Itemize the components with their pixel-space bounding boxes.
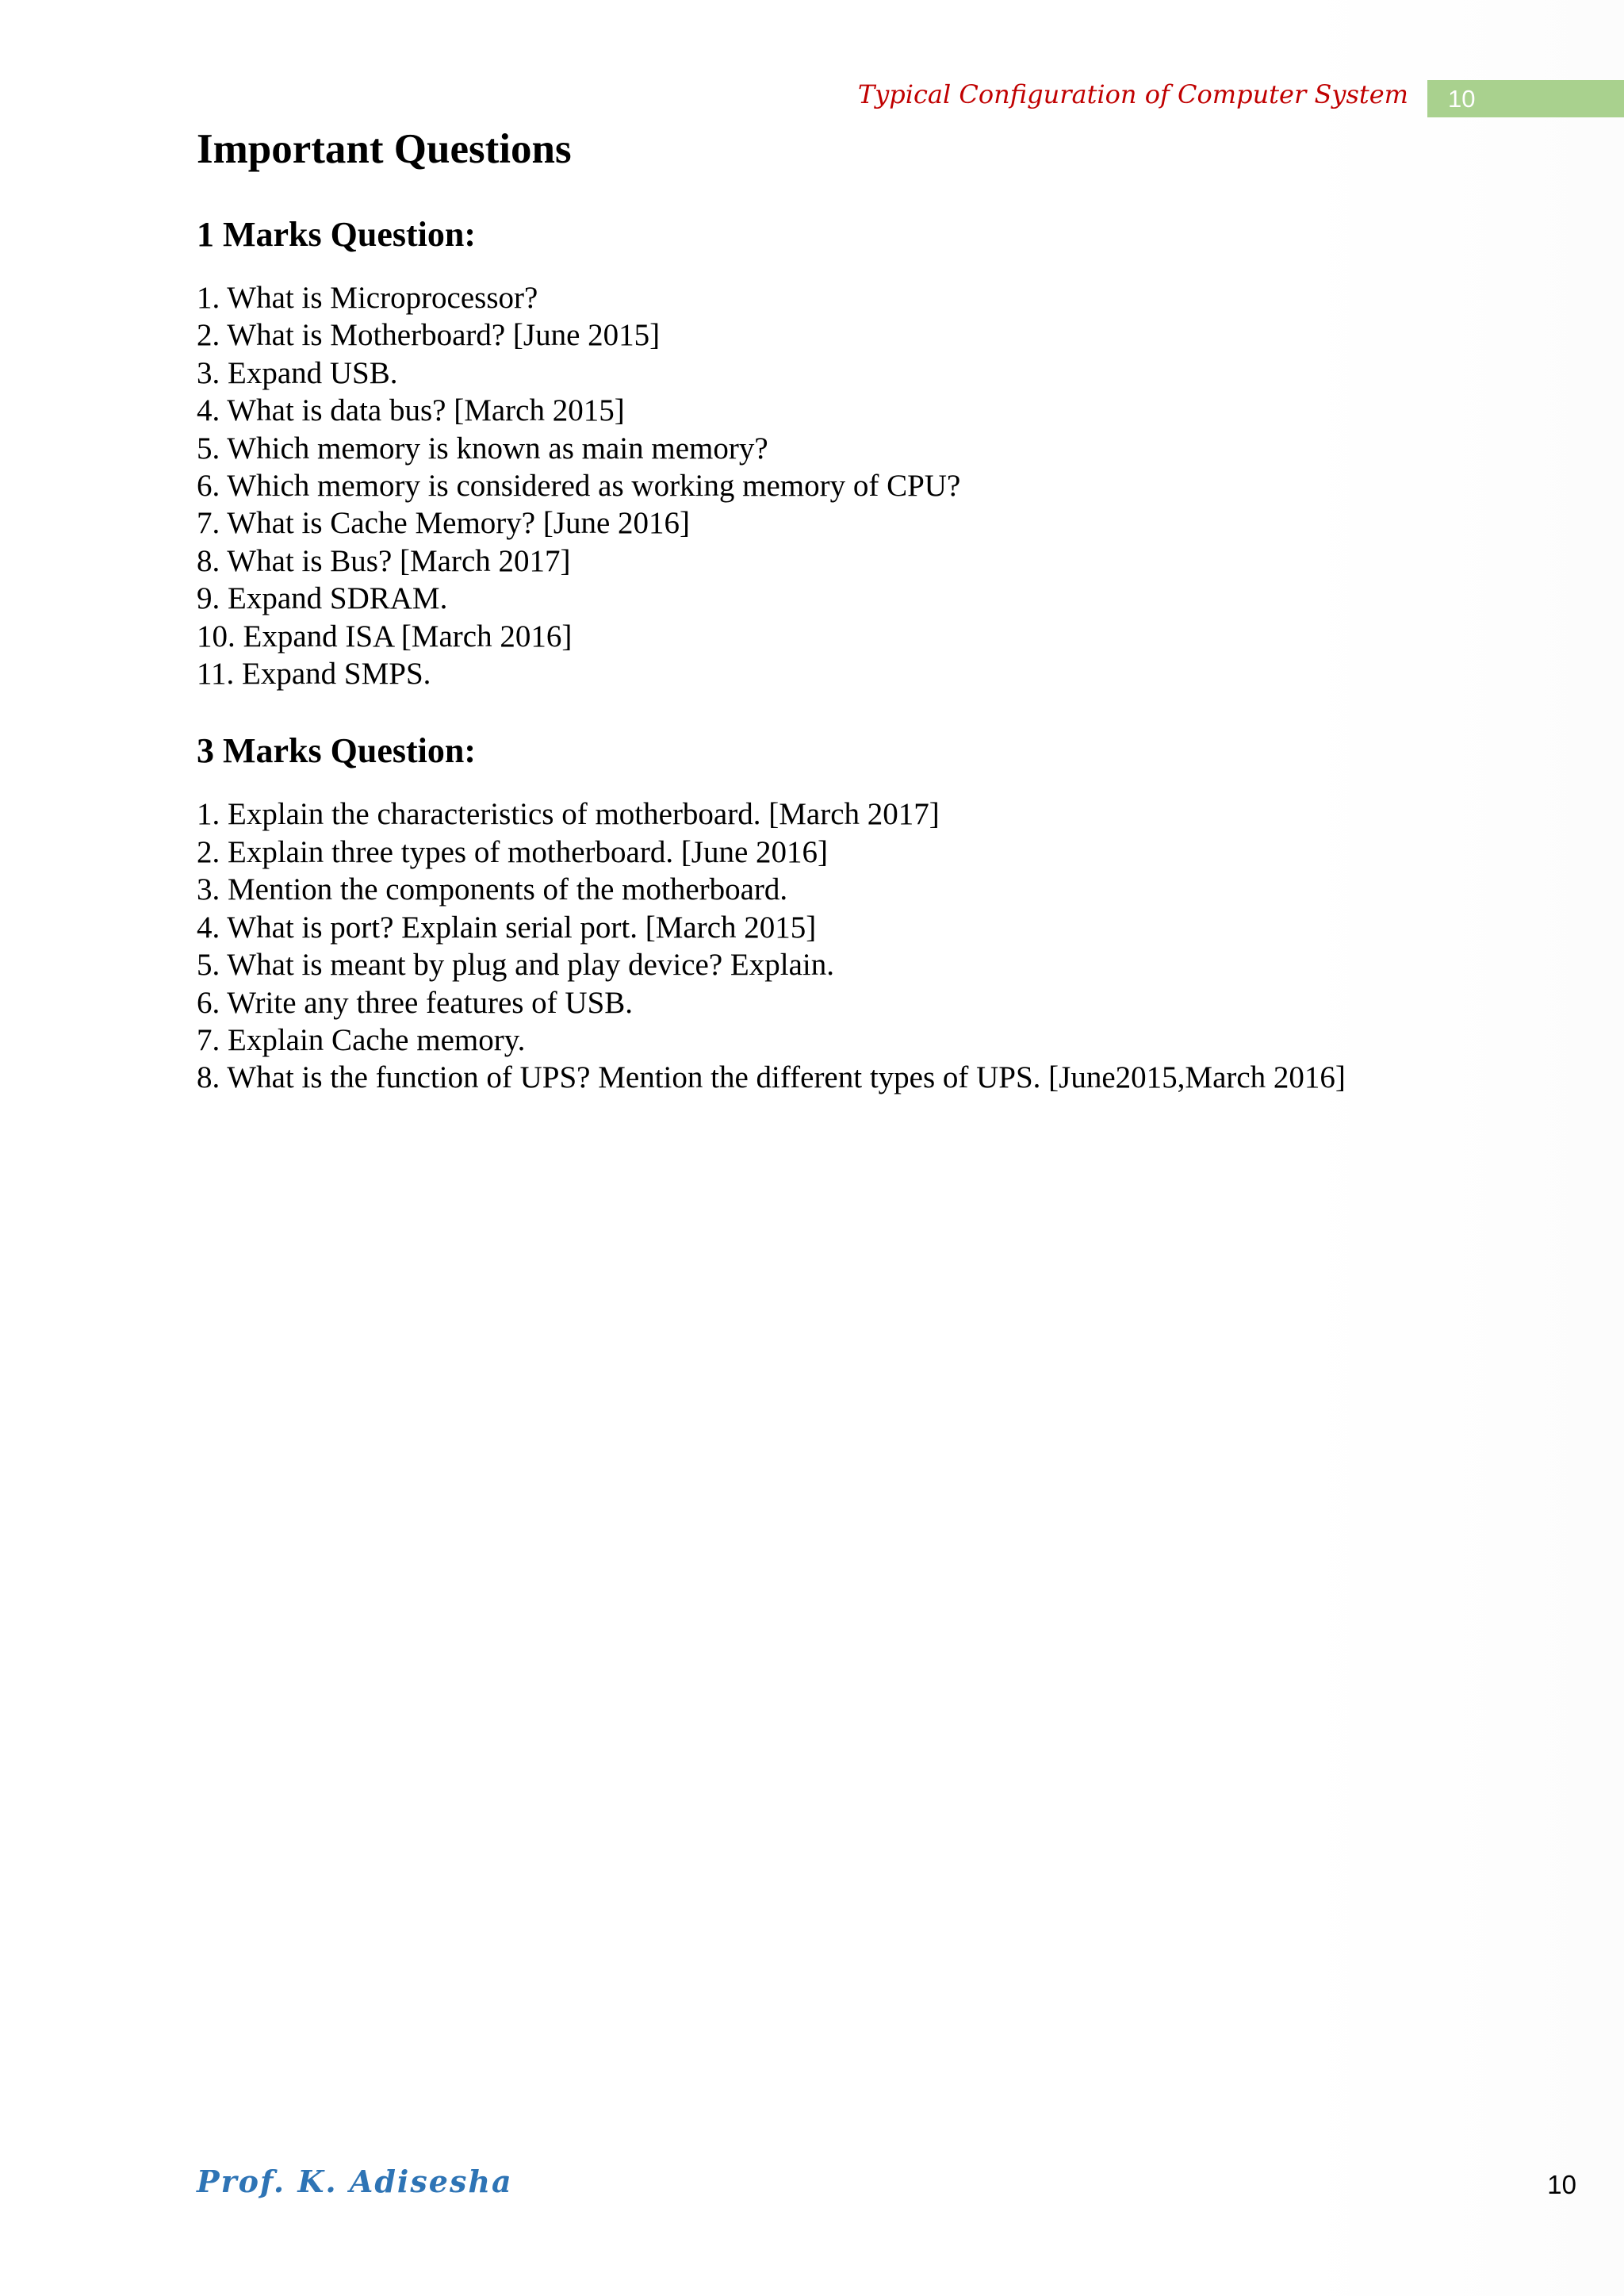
question-item: 2. Explain three types of motherboard. [June 2016] [197, 834, 829, 869]
footer-author: Prof. K. Adisesha [197, 2164, 513, 2199]
question-item: 2. What is Motherboard? [June 2015] [197, 318, 661, 353]
question-item: 8. What is Bus? [March 2017] [197, 543, 571, 578]
question-item: 7. What is Cache Memory? [June 2016] [197, 506, 691, 541]
page-title: Important Questions [197, 126, 572, 172]
question-item: 5. Which memory is known as main memory? [197, 431, 768, 466]
header-page-number: 10 [1448, 85, 1476, 113]
question-item: 7. Explain Cache memory. [197, 1022, 526, 1057]
section-heading: 1 Marks Question: [197, 215, 476, 254]
question-item: 4. What is data bus? [March 2015] [197, 393, 625, 428]
question-item: 8. What is the function of UPS? Mention the different types of UPS. [June2015,March 2016] [197, 1060, 1346, 1095]
one-mark-section [197, 211, 1434, 692]
question-item: 1. What is Microprocessor? [197, 281, 538, 315]
running-header-title: Typical Configuration of Computer System [857, 79, 1408, 109]
section-heading: 3 Marks Question: [197, 731, 476, 771]
three-mark-section [197, 727, 1434, 1096]
question-list [197, 279, 1434, 692]
question-item: 3. Mention the components of the motherboard. [197, 872, 788, 907]
question-item: 1. Explain the characteristics of motherboard. [March 2017] [197, 797, 940, 832]
question-item: 5. What is meant by plug and play device? Explain. [197, 948, 834, 983]
question-item: 11. Expand SMPS. [197, 657, 431, 692]
question-item: 6. Which memory is considered as working memory of CPU? [197, 469, 961, 504]
question-list [197, 795, 1434, 1096]
header-page-badge [1427, 80, 1624, 117]
question-item: 3. Expand USB. [197, 355, 398, 390]
question-item: 10. Expand ISA [March 2016] [197, 619, 573, 654]
question-item: 9. Expand SDRAM. [197, 581, 448, 616]
footer-page-number: 10 [1547, 2170, 1576, 2199]
question-item: 4. What is port? Explain serial port. [March 2015] [197, 910, 817, 945]
question-item: 6. Write any three features of USB. [197, 985, 634, 1020]
page-content [197, 119, 1434, 1097]
